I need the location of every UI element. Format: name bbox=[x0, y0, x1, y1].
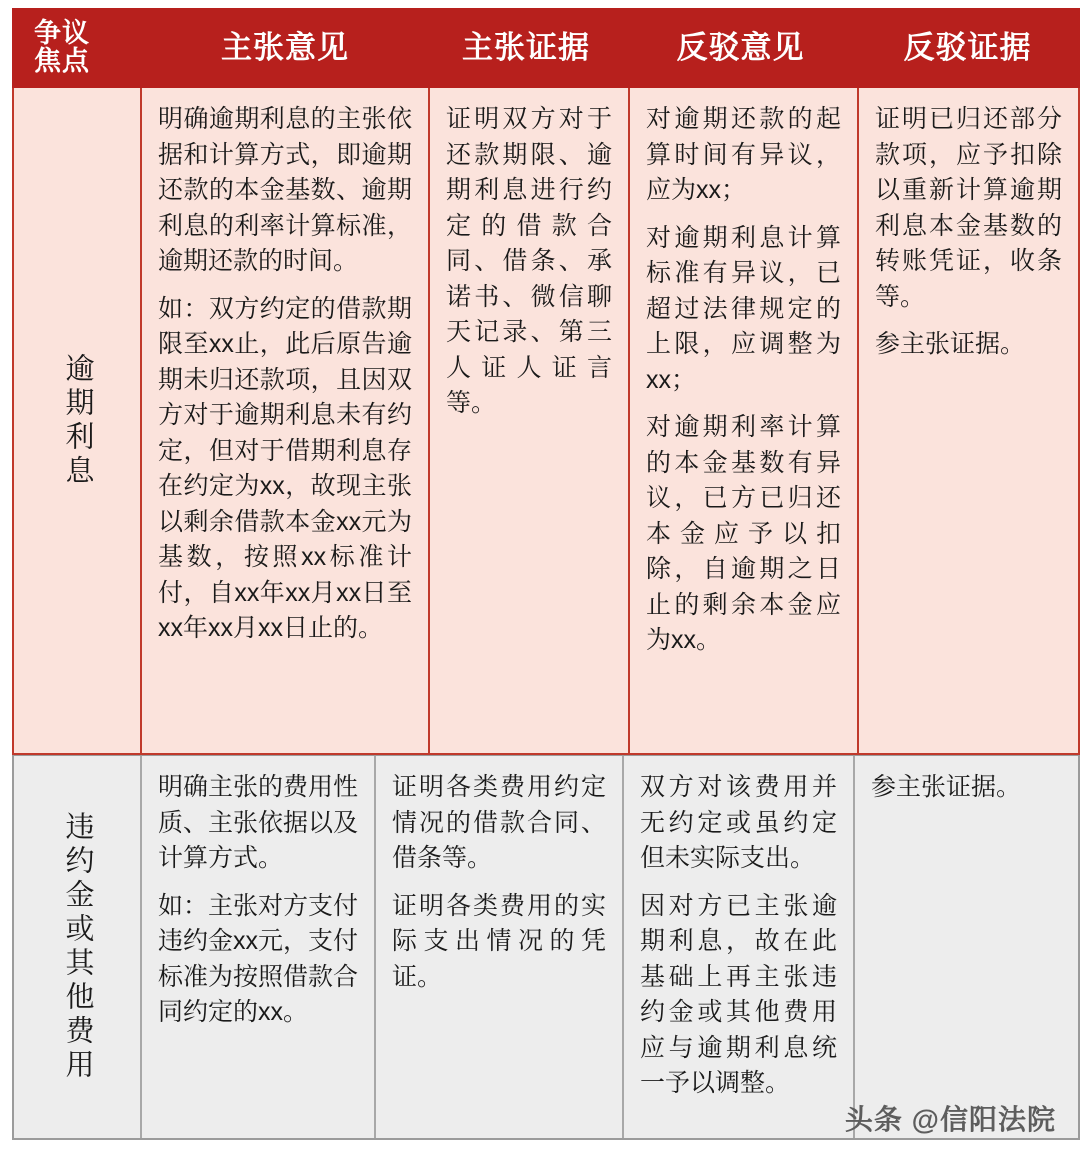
cell-claim-opinion bbox=[140, 88, 428, 753]
row-label-text: 违约金或其他费用 bbox=[61, 811, 94, 1083]
cell-claim-opinion bbox=[140, 756, 374, 1138]
paragraph: 如：双方约定的借款期限至xx止，此后原告逾期未归还款项，且因双方对于逾期利息未有约定，但对于借期利息存在约定为xx，故现主张以剩余借款本金xx元为基数，按照xx标准计付，自xx年xx月xx日至xx年xx月xx日止的。 bbox=[158, 294, 412, 642]
paragraph: 明确主张的费用性质、主张依据以及计算方式。 bbox=[158, 773, 359, 872]
header-cell-claim-opinion: 主张意见 bbox=[221, 30, 349, 66]
header-cell-rebuttal-opinion: 反驳意见 bbox=[676, 30, 805, 66]
row-label-text: 逾期利息 bbox=[61, 352, 94, 489]
row-label-cell bbox=[14, 756, 140, 1138]
cell-rebuttal-evidence bbox=[853, 756, 1078, 1138]
header-cell-claim-evidence: 主张证据 bbox=[462, 30, 590, 66]
paragraph: 对逾期利息计算标准有异议，已超过法律规定的上限，应调整为xx； bbox=[646, 223, 841, 394]
row-label-cell bbox=[14, 88, 140, 753]
paragraph: 对逾期还款的起算时间有异议，应为xx； bbox=[646, 105, 841, 204]
table-row bbox=[12, 755, 1080, 1140]
paragraph: 证明双方对于还款期限、逾期利息进行约定的借款合同、借条、承诺书、微信聊天记录、第三人证人证言等。 bbox=[446, 105, 612, 417]
paragraph: 如：主张对方支付违约金xx元，支付标准为按照借款合同约定的xx。 bbox=[158, 891, 359, 1026]
cell-rebuttal-evidence bbox=[857, 88, 1078, 753]
cell-rebuttal-opinion bbox=[622, 756, 853, 1138]
paragraph: 对逾期利率计算的本金基数有异议，已方已归还本金应予以扣除，自逾期之日止的剩余本金应为xx。 bbox=[646, 413, 841, 654]
paragraph: 证明已归还部分款项，应予扣除以重新计算逾期利息本金基数的转账凭证，收条等。 bbox=[875, 105, 1062, 311]
paragraph: 双方对该费用并无约定或虽约定但未实际支出。 bbox=[640, 773, 837, 872]
table-row bbox=[12, 88, 1080, 755]
paragraph: 参主张证据。 bbox=[875, 330, 1026, 358]
table-header-row bbox=[12, 8, 1080, 88]
paragraph: 证明各类费用约定情况的借款合同、借条等。 bbox=[392, 773, 606, 872]
paragraph: 因对方已主张逾期利息，故在此基础上再主张违约金或其他费用应与逾期利息统一予以调整。 bbox=[640, 891, 837, 1097]
cell-claim-evidence bbox=[428, 88, 628, 753]
paragraph: 参主张证据。 bbox=[871, 773, 1022, 801]
header-focus-line2: 焦点 bbox=[34, 46, 90, 76]
header-cell-rebuttal-evidence: 反驳证据 bbox=[903, 30, 1032, 66]
watermark-text: 头条 @信阳法院 bbox=[844, 1104, 1056, 1135]
cell-rebuttal-opinion bbox=[628, 88, 857, 753]
paragraph: 明确逾期利息的主张依据和计算方式，即逾期还款的本金基数、逾期利息的利率计算标准，逾期还款的时间。 bbox=[158, 105, 412, 275]
header-cell-dispute-focus bbox=[12, 8, 144, 88]
paragraph: 证明各类费用的实际支出情况的凭证。 bbox=[392, 891, 606, 991]
header-focus-line1: 争议 bbox=[34, 18, 90, 49]
cell-claim-evidence bbox=[374, 756, 622, 1138]
